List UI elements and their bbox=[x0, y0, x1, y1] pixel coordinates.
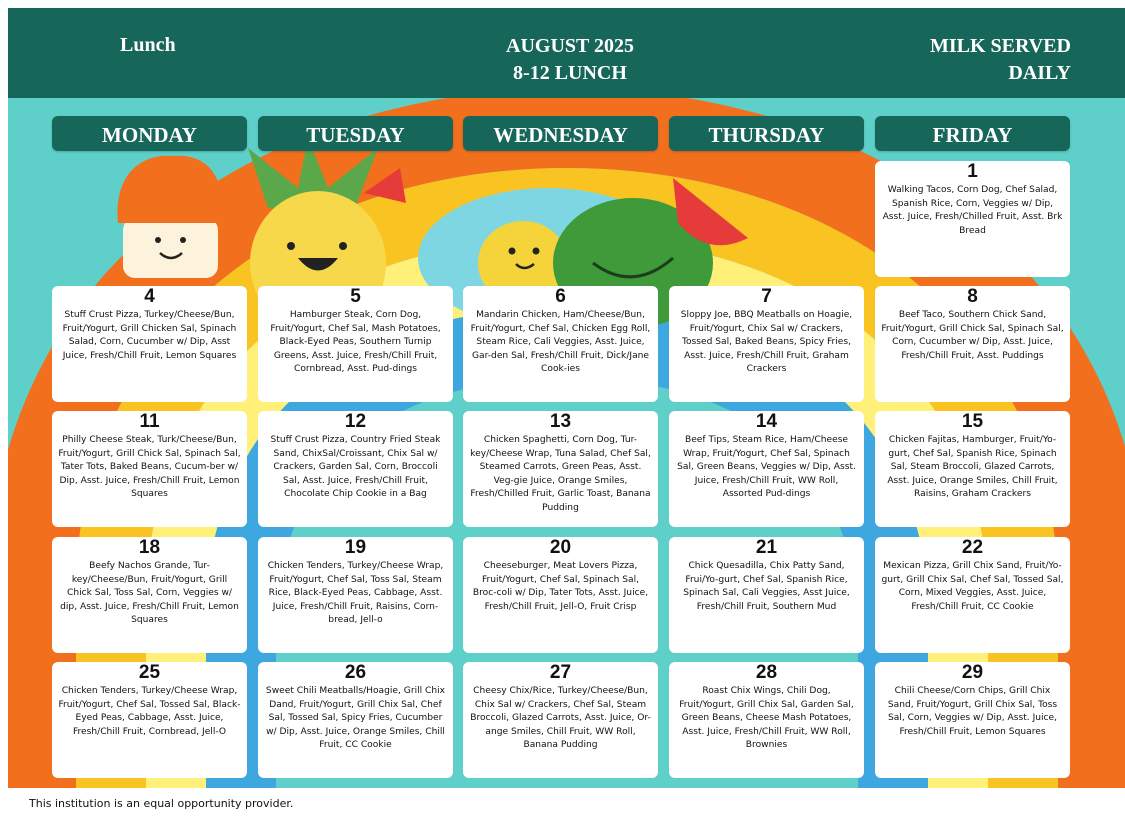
day-number: 7 bbox=[761, 286, 772, 307]
day-menu: Walking Tacos, Corn Dog, Chef Salad, Spanish Rice, Corn, Veggies w/ Dip, Asst. Juice, Fresh/Chilled Fruit, Asst. Brk Bread bbox=[882, 185, 1063, 236]
day-number: 19 bbox=[344, 537, 367, 558]
day-cell bbox=[258, 411, 453, 527]
day-cell bbox=[463, 411, 658, 527]
day-menu: Mandarin Chicken, Ham/Cheese/Bun, Fruit/Yogurt, Chef Sal, Chicken Egg Roll, Steam Rice, Cali Veggies, Asst. Juice, Gar-den Sal, Fresh/Chill Fruit, Dick/Jane Cook-ies bbox=[470, 310, 651, 375]
milk-notice bbox=[930, 33, 1071, 87]
day-number: 13 bbox=[549, 411, 572, 432]
day-cell bbox=[463, 286, 658, 402]
milk-notice-line2: DAILY bbox=[1008, 62, 1071, 84]
day-menu: Beef Tips, Steam Rice, Ham/Cheese Wrap, Fruit/Yogurt, Chef Sal, Spinach Sal, Green Beans, Veggies w/ Dip, Asst. Juice, Fresh/Chill Fruit, WW Roll, Assorted Pud-dings bbox=[677, 435, 856, 500]
day-cell bbox=[875, 662, 1070, 778]
day-cell bbox=[875, 286, 1070, 402]
day-menu: Sweet Chili Meatballs/Hoagie, Grill Chix Dand, Fruit/Yogurt, Grill Chix Sal, Chef Sal, Tossed Sal, Spicy Fries, Cucumber w/ Dip, Asst. Juice, Orange Smiles, Chill Fruit, CC Cookie bbox=[265, 686, 446, 751]
ice-cream-icon bbox=[117, 156, 221, 278]
day-number: 8 bbox=[967, 286, 978, 307]
day-menu: Mexican Pizza, Grill Chix Sand, Fruit/Yo-gurt, Grill Chix Sal, Chef Sal, Tossed Sal, Corn, Mixed Veggies, Asst. Juice, Fresh/Chill Fruit, CC Cookie bbox=[881, 561, 1064, 612]
day-cell bbox=[669, 662, 864, 778]
menu-poster bbox=[8, 8, 1125, 788]
day-cell bbox=[463, 662, 658, 778]
day-menu: Chicken Spaghetti, Corn Dog, Tur-key/Cheese Wrap, Tuna Salad, Chef Sal, Steamed Carrots, Green Peas, Asst. Veg-gie Juice, Orange Smiles, Fresh/Chilled Fruit, Garlic Toast, Banana Pudding bbox=[470, 435, 651, 513]
day-header-thursday: THURSDAY bbox=[669, 116, 864, 151]
day-header-tuesday: TUESDAY bbox=[258, 116, 453, 151]
day-number: 1 bbox=[967, 161, 978, 182]
day-number: 5 bbox=[350, 286, 361, 307]
day-cell bbox=[875, 161, 1070, 277]
day-cell bbox=[52, 411, 247, 527]
day-menu: Roast Chix Wings, Chili Dog, Fruit/Yogurt, Grill Chix Sal, Garden Sal, Green Beans, Cheese Mash Potatoes, Asst. Juice, Fresh/Chill Fruit, WW Roll, Brownies bbox=[679, 686, 854, 751]
day-header-wednesday: WEDNESDAY bbox=[463, 116, 658, 151]
day-menu: Chicken Tenders, Turkey/Cheese Wrap, Fruit/Yogurt, Chef Sal, Toss Sal, Steam Rice, Black-Eyed Peas, Cabbage, Asst. Juice, Fresh/Chill Fruit, Raisins, Corn-bread, Jell-o bbox=[267, 561, 444, 626]
day-menu: Hamburger Steak, Corn Dog, Fruit/Yogurt, Chef Sal, Mash Potatoes, Black-Eyed Peas, Southern Turnip Greens, Asst. Juice, Fresh/Chill Fruit, Cornbread, Asst. Pud-dings bbox=[270, 310, 441, 375]
day-cell bbox=[258, 537, 453, 653]
day-cell bbox=[669, 286, 864, 402]
day-cell bbox=[258, 286, 453, 402]
month-title-line2: 8-12 LUNCH bbox=[513, 62, 627, 84]
day-number: 20 bbox=[549, 537, 572, 558]
day-cell bbox=[669, 537, 864, 653]
day-number: 11 bbox=[139, 411, 160, 432]
day-number: 28 bbox=[755, 662, 778, 683]
day-number: 26 bbox=[344, 662, 367, 683]
month-title-line1: AUGUST 2025 bbox=[506, 35, 634, 57]
meal-label: Lunch bbox=[120, 34, 176, 56]
day-menu: Sloppy Joe, BBQ Meatballs on Hoagie, Fruit/Yogurt, Chix Sal w/ Crackers, Tossed Sal, Baked Beans, Spicy Fries, Asst. Juice, Fresh/Chill Fruit, Graham Crackers bbox=[680, 310, 853, 375]
milk-notice-line1: MILK SERVED bbox=[930, 35, 1071, 57]
day-menu: Stuff Crust Pizza, Country Fried Steak Sand, ChixSal/Croissant, Chix Sal w/ Crackers, Garden Sal, Corn, Broccoli Sal, Asst. Juice, Fresh/Chill Fruit, Chocolate Chip Cookie in a Bag bbox=[270, 435, 441, 500]
day-number: 4 bbox=[144, 286, 155, 307]
day-menu: Philly Cheese Steak, Turk/Cheese/Bun, Fruit/Yogurt, Grill Chick Sal, Spinach Sal, Tater Tots, Baked Beans, Cucum-ber w/ Dip, Asst. Juice, Fresh/Chill Fruit, Lemon Squares bbox=[58, 435, 241, 500]
equal-opportunity-notice: This institution is an equal opportunity provider. bbox=[29, 797, 294, 810]
day-cell bbox=[52, 537, 247, 653]
day-header-monday: MONDAY bbox=[52, 116, 247, 151]
day-number: 6 bbox=[555, 286, 566, 307]
day-number: 25 bbox=[138, 662, 161, 683]
day-number: 15 bbox=[961, 411, 984, 432]
day-cell bbox=[875, 411, 1070, 527]
day-number: 29 bbox=[961, 662, 984, 683]
day-menu: Beefy Nachos Grande, Tur-key/Cheese/Bun, Fruit/Yogurt, Grill Chick Sal, Toss Sal, Corn, Veggies w/ dip, Asst. Juice, Fresh/Chill Fruit, Lemon Squares bbox=[60, 561, 239, 626]
day-number: 12 bbox=[344, 411, 367, 432]
day-number: 22 bbox=[961, 537, 984, 558]
day-header-friday: FRIDAY bbox=[875, 116, 1070, 151]
day-menu: Chicken Tenders, Turkey/Cheese Wrap, Fruit/Yogurt, Chef Sal, Tossed Sal, Black-Eyed Peas, Cabbage, Asst. Juice, Fresh/Chill Fruit, Cornbread, Jell-O bbox=[58, 686, 241, 737]
day-number: 27 bbox=[549, 662, 572, 683]
day-menu: Cheeseburger, Meat Lovers Pizza, Fruit/Yogurt, Chef Sal, Spinach Sal, Broc-coli w/ Dip, Tater Tots, Asst. Juice, Fresh/Chill Fruit, Jell-O, Fruit Crisp bbox=[472, 561, 649, 612]
day-cell bbox=[875, 537, 1070, 653]
day-menu: Chick Quesadilla, Chix Patty Sand, Frui/Yo-gurt, Chef Sal, Spanish Rice, Spinach Sal, Cali Veggies, Asst Juice, Fresh/Chill Fruit, Southern Mud bbox=[683, 561, 850, 612]
day-menu: Cheesy Chix/Rice, Turkey/Cheese/Bun, Chix Sal w/ Crackers, Chef Sal, Steam Broccoli, Glazed Carrots, Asst. Juice, Or-ange Smiles, Chill Fruit, WW Roll, Banana Pudding bbox=[470, 686, 651, 751]
calendar-header bbox=[8, 8, 1125, 98]
day-menu: Chicken Fajitas, Hamburger, Fruit/Yo-gurt, Chef Sal, Spanish Rice, Spinach Sal, Steam Broccoli, Glazed Carrots, Asst. Juice, Orange Smiles, Chill Fruit, Raisins, Graham Crackers bbox=[887, 435, 1058, 500]
day-number: 21 bbox=[755, 537, 778, 558]
day-menu: Beef Taco, Southern Chick Sand, Fruit/Yogurt, Grill Chick Sal, Spinach Sal, Corn, Cucumber w/ Dip, Asst. Juice, Fresh/Chill Fruit, Asst. Puddings bbox=[881, 310, 1064, 361]
day-cell bbox=[52, 662, 247, 778]
day-menu: Chili Cheese/Corn Chips, Grill Chix Sand, Fruit/Yogurt, Grill Chix Sal, Toss Sal, Corn, Veggies w/ Dip, Asst. Juice, Fresh/Chill Fruit, Lemon Squares bbox=[887, 686, 1058, 737]
day-number: 14 bbox=[755, 411, 778, 432]
month-title bbox=[470, 33, 670, 87]
day-number: 18 bbox=[138, 537, 161, 558]
day-cell bbox=[669, 411, 864, 527]
day-menu: Stuff Crust Pizza, Turkey/Cheese/Bun, Fruit/Yogurt, Grill Chicken Sal, Spinach Salad, Corn, Cucumber w/ Dip, Asst Juice, Fresh/Chill Fruit, Lemon Squares bbox=[62, 310, 237, 361]
day-cell bbox=[52, 286, 247, 402]
day-cell bbox=[258, 662, 453, 778]
day-cell bbox=[463, 537, 658, 653]
